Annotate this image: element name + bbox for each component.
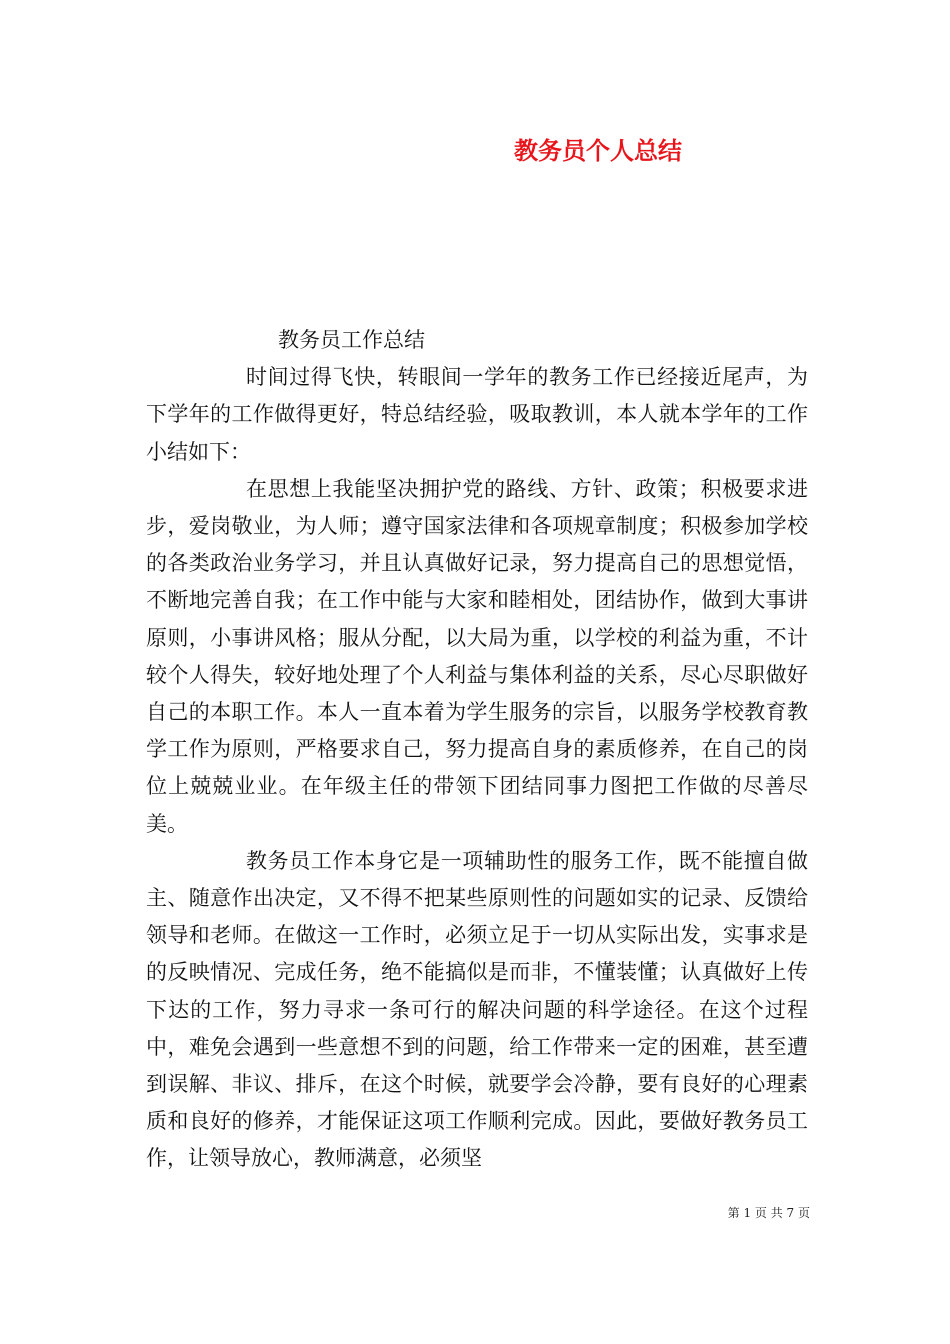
page-number: 第 1 页 共 7 页 bbox=[727, 1206, 810, 1220]
document-title: 教务员个人总结 bbox=[514, 136, 682, 165]
paragraph: 在思想上我能坚决拥护党的路线、方针、政策；积极要求进步，爱岗敬业，为人师；遵守国家法律和各项规章制度；积极参加学校的各类政治业务学习，并且认真做好记录，努力提高自己的思想觉悟，不断地完善自我；在工作中能与大家和睦相处，团结协作，做到大事讲原则，小事讲风格；服从分配，以大局为重，以学校的利益为重，不计较个人得失，较好地处理了个人利益与集体利益的关系，尽心尽职做好自己的本职工作。本人一直本着为学生服务的宗旨，以服务学校教育教学工作为原则，严格要求自己，努力提高自身的素质修养，在自己的岗位上兢兢业业。在年级主任的带领下团结同事力图把工作做的尽善尽美。 bbox=[146, 476, 808, 836]
paragraph: 教务员工作本身它是一项辅助性的服务工作，既不能擅自做主、随意作出决定，又不得不把某些原则性的问题如实的记录、反馈给领导和老师。在做这一工作时，必须立足于一切从实际出发，实事求是的反映情况、完成任务，绝不能搞似是而非，不懂装懂；认真做好上传下达的工作，努力寻求一条可行的解决问题的科学途径。在这个过程中，难免会遇到一些意想不到的问题，给工作带来一定的困难，甚至遭到误解、非议、排斥，在这个时候，就要学会冷静，要有良好的心理素质和良好的修养，才能保证这项工作顺利完成。因此，要做好教务员工作，让领导放心，教师满意，必须坚 bbox=[146, 848, 808, 1171]
paragraph: 时间过得飞快，转眼间一学年的教务工作已经接近尾声，为下学年的工作做得更好，特总结经验，吸取教训，本人就本学年的工作小结如下： bbox=[146, 365, 808, 464]
document-body bbox=[146, 322, 808, 1178]
document-subtitle: 教务员工作总结 bbox=[278, 328, 425, 352]
